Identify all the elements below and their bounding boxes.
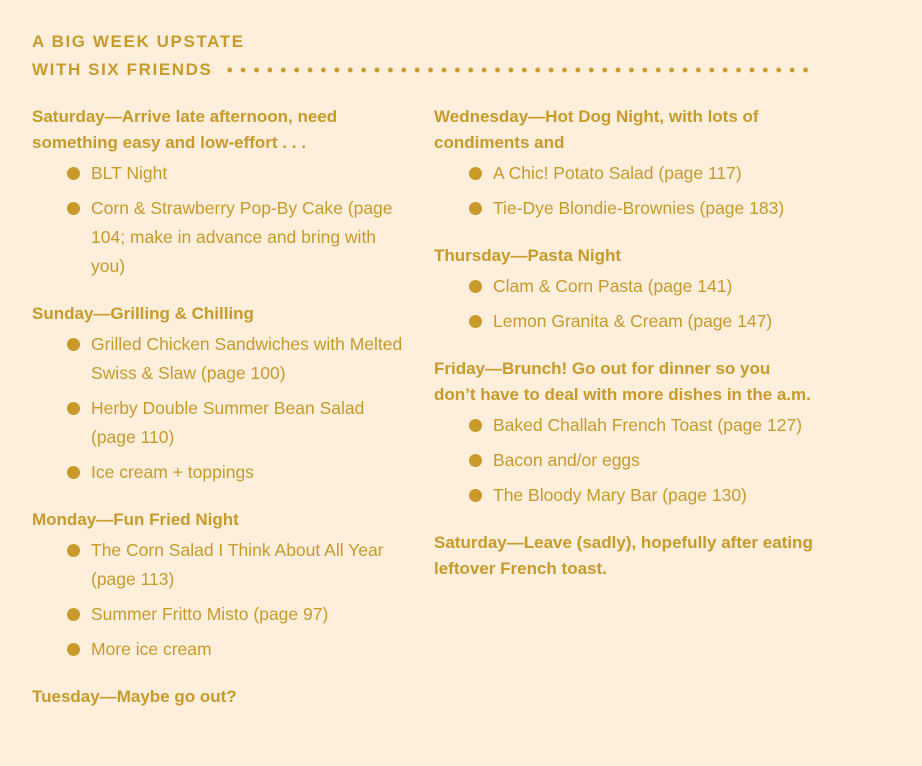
day-section-monday bbox=[32, 507, 412, 664]
menu-list bbox=[434, 272, 814, 336]
list-item bbox=[434, 481, 814, 510]
list-item bbox=[434, 272, 814, 301]
item-text: The Corn Salad I Think About All Year (page 113) bbox=[91, 540, 384, 589]
right-column bbox=[434, 104, 814, 602]
item-text: Ice cream + toppings bbox=[91, 462, 254, 482]
bullet-icon bbox=[469, 315, 482, 328]
list-item bbox=[434, 411, 814, 440]
day-heading: Wednesday—Hot Dog Night, with lots of condiments and bbox=[434, 107, 759, 152]
day-heading: Friday—Brunch! Go out for dinner so you don’t have to deal with more dishes in the a.m. bbox=[434, 359, 811, 404]
item-text: A Chic! Potato Salad (page 117) bbox=[493, 163, 742, 183]
menu-list bbox=[434, 411, 814, 510]
day-heading: Sunday—Grilling & Chilling bbox=[32, 304, 254, 323]
bullet-icon bbox=[67, 202, 80, 215]
bullet-icon bbox=[67, 402, 80, 415]
page-title bbox=[32, 28, 815, 84]
menu-list bbox=[32, 159, 412, 281]
bullet-icon bbox=[469, 202, 482, 215]
day-section-thursday bbox=[434, 243, 814, 336]
item-text: BLT Night bbox=[91, 163, 168, 183]
list-item bbox=[32, 600, 412, 629]
item-text: Corn & Strawberry Pop-By Cake (page 104; make in advance and bring with you) bbox=[91, 198, 393, 276]
day-section-wednesday bbox=[434, 104, 814, 223]
title-line-2-row bbox=[32, 56, 815, 84]
bullet-icon bbox=[469, 167, 482, 180]
day-section-saturday-arrive bbox=[32, 104, 412, 281]
left-column bbox=[32, 104, 412, 730]
item-text: The Bloody Mary Bar (page 130) bbox=[493, 485, 747, 505]
bullet-icon bbox=[67, 167, 80, 180]
day-heading: Saturday—Leave (sadly), hopefully after eating leftover French toast. bbox=[434, 533, 813, 578]
bullet-icon bbox=[67, 643, 80, 656]
day-section-friday bbox=[434, 356, 814, 510]
bullet-icon bbox=[469, 419, 482, 432]
list-item bbox=[32, 394, 412, 452]
list-item bbox=[32, 536, 412, 594]
bullet-icon bbox=[469, 489, 482, 502]
bullet-icon bbox=[67, 608, 80, 621]
list-item bbox=[434, 194, 814, 223]
title-line-2: WITH SIX FRIENDS bbox=[32, 60, 213, 79]
bullet-icon bbox=[469, 280, 482, 293]
bullet-icon bbox=[67, 338, 80, 351]
day-heading: Tuesday—Maybe go out? bbox=[32, 687, 237, 706]
day-heading: Thursday—Pasta Night bbox=[434, 246, 622, 265]
item-text: Herby Double Summer Bean Salad (page 110) bbox=[91, 398, 365, 447]
bullet-icon bbox=[67, 544, 80, 557]
list-item bbox=[434, 446, 814, 475]
menu-list bbox=[32, 330, 412, 487]
item-text: Bacon and/or eggs bbox=[493, 450, 640, 470]
list-item bbox=[32, 635, 412, 664]
item-text: Baked Challah French Toast (page 127) bbox=[493, 415, 803, 435]
item-text: Clam & Corn Pasta (page 141) bbox=[493, 276, 733, 296]
item-text: Tie-Dye Blondie-Brownies (page 183) bbox=[493, 198, 785, 218]
list-item bbox=[32, 194, 412, 281]
day-section-saturday-leave bbox=[434, 530, 814, 582]
list-item bbox=[32, 330, 412, 388]
item-text: Summer Fritto Misto (page 97) bbox=[91, 604, 329, 624]
item-text: Grilled Chicken Sandwiches with Melted Swiss & Slaw (page 100) bbox=[91, 334, 403, 383]
bullet-icon bbox=[67, 466, 80, 479]
menu-list bbox=[32, 536, 412, 664]
title-line-1: A BIG WEEK UPSTATE bbox=[32, 32, 245, 51]
item-text: More ice cream bbox=[91, 639, 212, 659]
day-heading: Monday—Fun Fried Night bbox=[32, 510, 239, 529]
day-section-sunday bbox=[32, 301, 412, 487]
dotted-rule bbox=[223, 67, 815, 73]
menu-list bbox=[434, 159, 814, 223]
day-heading: Saturday—Arrive late afternoon, need something easy and low-effort . . . bbox=[32, 107, 338, 152]
list-item bbox=[32, 159, 412, 188]
day-section-tuesday bbox=[32, 684, 412, 710]
list-item bbox=[434, 307, 814, 336]
list-item bbox=[434, 159, 814, 188]
list-item bbox=[32, 458, 412, 487]
bullet-icon bbox=[469, 454, 482, 467]
item-text: Lemon Granita & Cream (page 147) bbox=[493, 311, 773, 331]
